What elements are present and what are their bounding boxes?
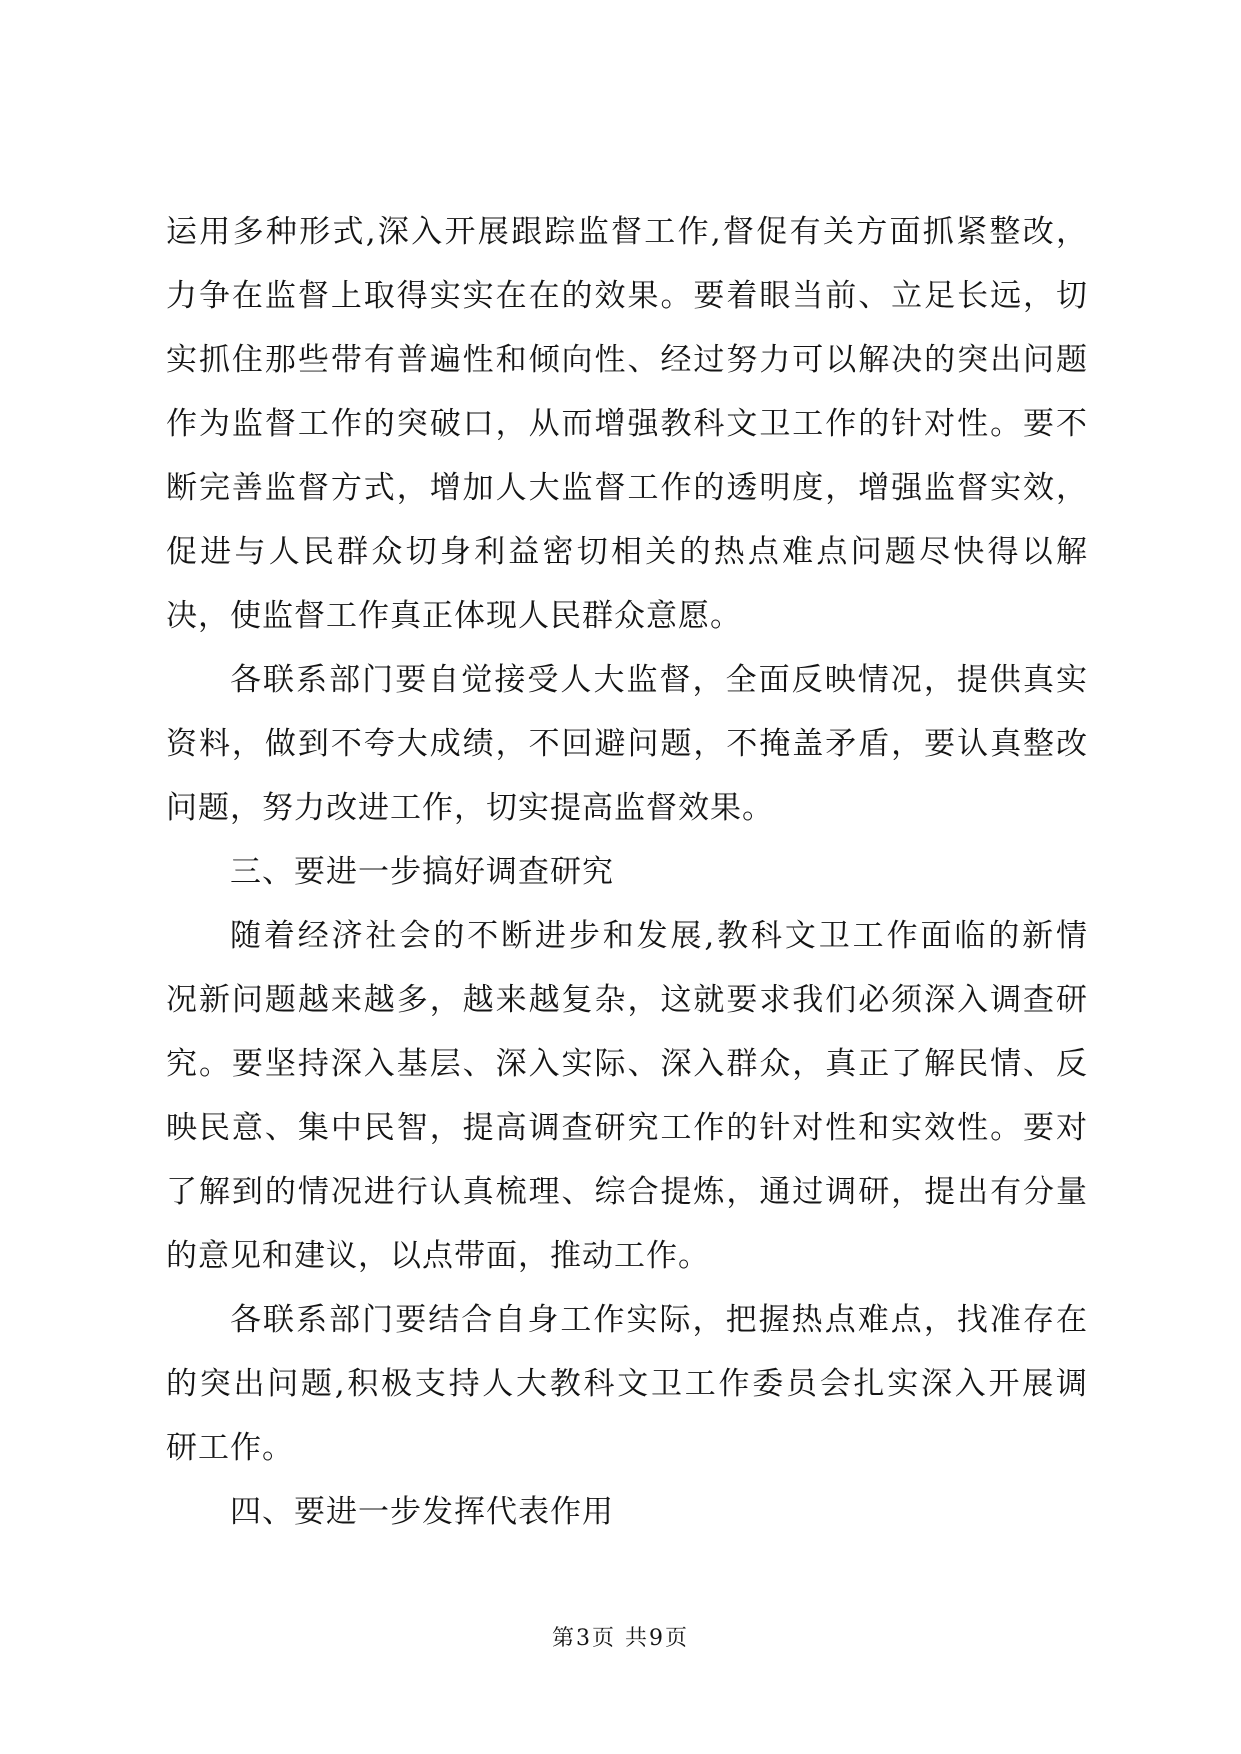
text-line: 决，使监督工作真正体现人民群众意愿。 [166,598,742,634]
text-line: 究。要坚持深入基层、深入实际、深入群众，真正了解民情、反 [166,1046,1087,1082]
paragraph [166,904,1087,1288]
paragraph [166,648,1087,840]
text-line: 作为监督工作的突破口，从而增强教科文卫工作的针对性。要不 [166,406,1087,442]
section-heading [166,1480,1087,1544]
text-line: 资料，做到不夸大成绩，不回避问题，不掩盖矛盾，要认真整改 [166,726,1087,762]
text-line: 运用多种形式,深入开展跟踪监督工作,督促有关方面抓紧整改， [166,214,1087,250]
text-line: 况新问题越来越多，越来越复杂，这就要求我们必须深入调查研 [166,982,1087,1018]
text-line: 问题，努力改进工作，切实提高监督效果。 [166,790,774,826]
text-line: 各联系部门要结合自身工作实际，把握热点难点，找准存在 [230,1302,1087,1338]
document-body [166,200,1087,1544]
text-line: 各联系部门要自觉接受人大监督，全面反映情况，提供真实 [230,662,1087,698]
text-line: 促进与人民群众切身利益密切相关的热点难点问题尽快得以解 [166,534,1087,570]
text-line: 断完善监督方式，增加人大监督工作的透明度，增强监督实效， [166,470,1087,506]
paragraph [166,200,1087,648]
section-heading [166,840,1087,904]
text-line: 的意见和建议，以点带面，推动工作。 [166,1238,710,1274]
text-line: 随着经济社会的不断进步和发展,教科文卫工作面临的新情 [230,918,1087,954]
paragraph [166,1288,1087,1480]
text-line: 了解到的情况进行认真梳理、综合提炼，通过调研，提出有分量 [166,1174,1087,1210]
text-line: 力争在监督上取得实实在在的效果。要着眼当前、立足长远，切 [166,278,1087,314]
text-line: 实抓住那些带有普遍性和倾向性、经过努力可以解决的突出问题 [166,342,1087,378]
page-number-footer: 第3页 共9页 [552,1626,689,1651]
section-heading-text: 三、要进一步搞好调查研究 [230,854,614,890]
text-line: 的突出问题,积极支持人大教科文卫工作委员会扎实深入开展调 [166,1366,1087,1402]
text-line: 映民意、集中民智，提高调查研究工作的针对性和实效性。要对 [166,1110,1087,1146]
text-line: 研工作。 [166,1430,294,1466]
section-heading-text: 四、要进一步发挥代表作用 [230,1494,614,1530]
